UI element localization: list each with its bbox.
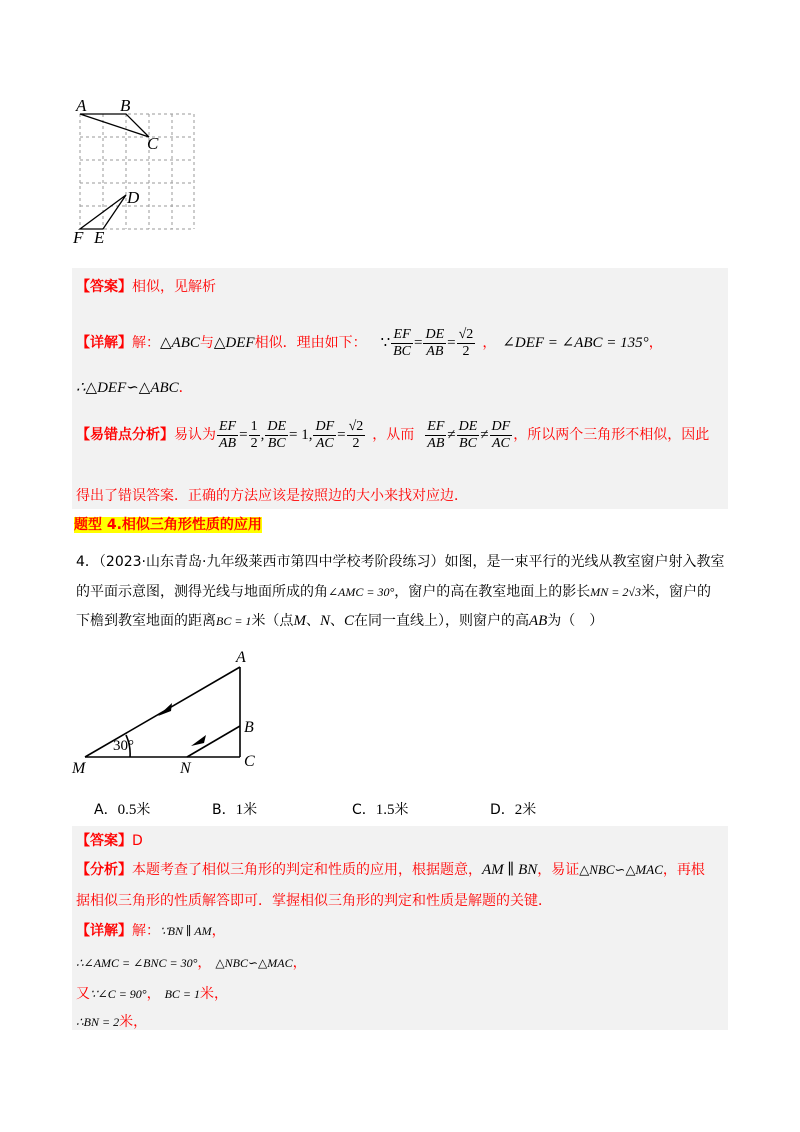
detail2-line-3	[76, 984, 228, 1004]
detail-sep-2: ，	[648, 335, 663, 351]
segment-ab: AB	[528, 613, 548, 629]
question-text: 、	[305, 613, 320, 629]
fig-label-b: B	[244, 719, 254, 736]
detail2-lead: 又	[76, 986, 90, 1002]
detail2-sep: ，	[197, 955, 212, 971]
fraction-df-ac: $\frac{DF}{AC}$	[315, 418, 335, 451]
question-line-3	[76, 611, 603, 631]
value-eq-1: = 1,	[289, 427, 313, 443]
option-value: 1	[235, 802, 244, 818]
error-lead: 易认为	[174, 427, 216, 443]
fraction-de-bc-2: $\frac{DE}{BC}$	[458, 418, 478, 451]
fraction-ef-bc: $\frac{EF}{BC}$	[393, 326, 412, 359]
fig-label-a: A	[236, 649, 246, 666]
fraction-de-bc: $\frac{DE}{BC}$	[267, 418, 286, 451]
question-line-2	[76, 582, 711, 602]
detail2-end: 米，	[119, 1014, 148, 1030]
question-text: 米，窗户的	[640, 584, 711, 600]
detail2-math-2: ∴∠AMC = ∠BNC = 30°	[76, 956, 198, 970]
option-unit: 米	[243, 802, 258, 818]
error-then: ，从而	[372, 427, 415, 443]
question-text: 的平面示意图，测得光线与地面所成的角	[76, 584, 328, 600]
answer-line-2	[76, 831, 143, 851]
answer-tag: 【答案】	[76, 279, 132, 295]
question-text: 米（点	[251, 613, 294, 629]
question-text: 为（ ）	[547, 613, 604, 629]
answer2-text: D	[132, 833, 143, 849]
detail2-math-3: ∵∠C = 90°	[90, 987, 147, 1001]
detail2-lead: 解：	[132, 923, 160, 939]
detail2-line-1	[76, 921, 226, 941]
detail2-end: ，	[292, 955, 307, 971]
conclusion-math: ∴△DEF∽△ABC	[76, 380, 179, 396]
option-d[interactable]	[490, 800, 536, 820]
detail-reason: 相似．理由如下：	[254, 335, 367, 351]
label-a: A	[76, 96, 87, 115]
analysis-text-a: 本题考查了相似三角形的判定和性质的应用，根据题意，	[132, 862, 482, 878]
detail2-end: ，	[211, 923, 226, 939]
detail2-sep: ，	[146, 986, 161, 1002]
question-text: ，窗户的高在教室地面上的影长	[394, 584, 591, 600]
label-e: E	[94, 228, 105, 247]
option-value: 2	[514, 802, 523, 818]
option-a[interactable]	[94, 800, 150, 820]
detail2-sim: △NBC∽△MAC	[215, 956, 293, 970]
section-title-text: 题型 4.相似三角形性质的应用	[74, 517, 262, 533]
tri-def: △DEF	[213, 335, 255, 351]
label-f: F	[73, 228, 84, 247]
detail2-line-4	[76, 1012, 147, 1032]
point-c: C	[343, 613, 354, 629]
option-letter: C．	[352, 802, 376, 818]
detail-conj: 与	[199, 335, 214, 351]
option-c[interactable]	[352, 800, 409, 820]
option-value: 1.5	[375, 802, 395, 818]
point-m: M	[293, 613, 306, 629]
option-letter: D．	[490, 802, 515, 818]
shadow-length: MN = 2√3	[590, 585, 641, 599]
answer2-tag: 【答案】	[76, 833, 132, 849]
angle-amc: ∠AMC = 30°	[328, 585, 395, 599]
section-title	[74, 515, 262, 535]
detail2-end: 米，	[200, 986, 229, 1002]
question-source: （2023·山东青岛·九年级莱西市第四中学校考阶段练习）	[98, 554, 445, 570]
detail2-math-1: ∵BN ∥ AM	[160, 924, 212, 938]
fraction-1-2: $\frac{1}{2}$	[250, 418, 258, 451]
angle-equation: ∠DEF = ∠ABC = 135°	[502, 335, 649, 351]
question-line1-tail: 如图，是一束平行的光线从教室窗户射入教室	[444, 554, 725, 570]
question-text: 、	[329, 613, 344, 629]
detail-lead: 解：	[132, 335, 160, 351]
error-tag: 【易错点分析】	[76, 427, 174, 443]
fraction-ef-ab: $\frac{EF}{AB}$	[219, 418, 237, 451]
option-letter: A．	[94, 802, 118, 818]
answer-text: 相似，见解析	[132, 279, 216, 295]
fraction-sqrt2-2-b: $\frac{√2}{2}$	[348, 418, 364, 451]
detail2-tag: 【详解】	[76, 923, 132, 939]
conclusion-end: ．	[178, 380, 193, 396]
label-d: D	[127, 188, 140, 207]
fraction-ef-ab-2: $\frac{EF}{AB}$	[427, 418, 445, 451]
question-number: 4．	[76, 554, 99, 570]
error-tail: ，所以两个三角形不相似，因此	[513, 427, 710, 443]
label-b: B	[120, 96, 131, 115]
error-line-1: 【易错点分析】 易认为 $\frac{EF}{AB}$ = $\frac{1}{2}$ , $\frac{DE}{BC}$ = 1, $\frac{DF}{AC}$ = $\frac{√2}{2}$ ，从而 $\frac{EF}{AB}$ ≠ $\frac{DE}{BC}$ ≠ $\frac{DF}{AC}$ ，所以两个三角形不相似，因此	[76, 418, 710, 451]
fig-label-m: M	[72, 760, 86, 777]
option-b[interactable]	[212, 800, 257, 820]
detail2-bc: BC = 1	[164, 987, 201, 1001]
parallel-math: AM ∥ BN	[482, 862, 538, 878]
similar-math: △NBC∽△MAC	[579, 862, 663, 877]
question-text: 在同一直线上），则窗户的高	[353, 613, 529, 629]
fig-angle: 30°	[113, 738, 134, 754]
analysis-text-c: ，再根	[662, 862, 705, 878]
tri-abc: △ABC	[160, 335, 200, 351]
analysis-line-2: 据相似三角形的性质解答即可．掌握相似三角形的判定和性质是解题的关键．	[76, 893, 552, 909]
option-unit: 米	[522, 802, 537, 818]
analysis-line-1	[76, 860, 705, 880]
option-unit: 米	[136, 802, 151, 818]
option-unit: 米	[394, 802, 409, 818]
detail2-line-2	[76, 953, 307, 973]
analysis-tag: 【分析】	[76, 862, 132, 878]
option-value: 0.5	[117, 802, 137, 818]
conclusion-line	[76, 378, 193, 398]
error-line-2: 得出了错误答案．正确的方法应该是按照边的大小来找对应边．	[76, 488, 468, 504]
detail-sep: ，	[482, 335, 497, 351]
fraction-de-ab: $\frac{DE}{AB}$	[425, 326, 445, 359]
fraction-df-ac-2: $\frac{DF}{AC}$	[491, 418, 511, 451]
detail-line-1: 【详解】 解： △ABC 与 △DEF 相似．理由如下： ∵ $\frac{EF}{BC}$ = $\frac{DE}{AB}$ = $\frac{√2}{2}$ ， ∠DEF = ∠ABC = 135° ，	[76, 326, 663, 359]
question-text: 下檐到教室地面的距离	[76, 613, 216, 629]
detail-tag: 【详解】	[76, 335, 132, 351]
option-letter: B．	[212, 802, 236, 818]
fig-label-n: N	[180, 760, 191, 777]
question-line-1	[76, 552, 724, 572]
detail2-math-4: ∴BN = 2	[76, 1015, 120, 1029]
fraction-sqrt2-2: $\frac{√2}{2}$	[458, 326, 474, 359]
label-c: C	[147, 134, 159, 153]
distance-bc: BC = 1	[216, 614, 252, 628]
answer-line-1	[76, 277, 216, 297]
because-symbol: ∵	[380, 335, 391, 351]
arrow-icon	[191, 735, 206, 746]
fig-label-c: C	[244, 753, 255, 770]
point-n: N	[319, 613, 330, 629]
analysis-text-b: ，易证	[537, 862, 580, 878]
